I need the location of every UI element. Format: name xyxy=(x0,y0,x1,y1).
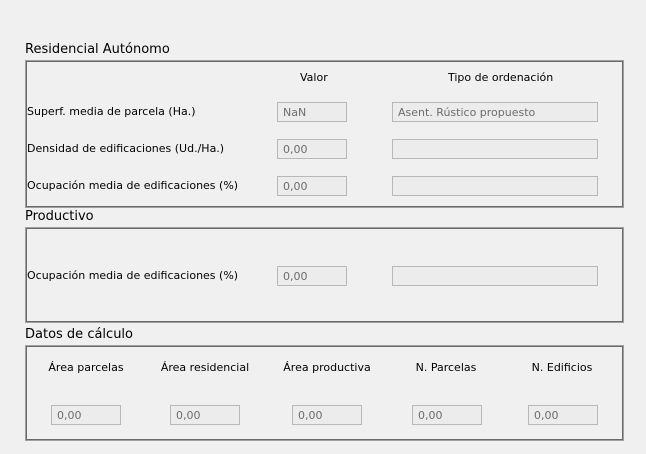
ocupacion-productivo-label: Ocupación media de edificaciones (%) xyxy=(27,269,239,282)
ocupacion-productivo-tipo-field[interactable] xyxy=(392,266,598,286)
ocupacion-productivo-field[interactable] xyxy=(277,266,347,286)
superficie-parcela-tipo-field[interactable] xyxy=(392,102,598,122)
area-residencial-field[interactable] xyxy=(170,405,240,425)
area-productiva-field[interactable] xyxy=(292,405,362,425)
n-parcelas-field[interactable] xyxy=(412,405,482,425)
area-productiva-label: Área productiva xyxy=(283,361,371,374)
area-residencial-label: Área residencial xyxy=(160,361,250,374)
productivo-section-title: Productivo xyxy=(25,209,94,224)
n-edificios-field[interactable] xyxy=(528,405,598,425)
area-parcelas-label: Área parcelas xyxy=(48,361,124,374)
densidad-edificaciones-label: Densidad de edificaciones (Ud./Ha.) xyxy=(27,142,225,155)
calculo-panel xyxy=(25,345,624,441)
ocupacion-residencial-field[interactable] xyxy=(277,176,347,196)
ocupacion-residencial-tipo-field[interactable] xyxy=(392,176,598,196)
superficie-parcela-field[interactable] xyxy=(277,102,347,122)
n-edificios-label: N. Edificios xyxy=(531,361,593,374)
area-parcelas-field[interactable] xyxy=(51,405,121,425)
calculo-section-title: Datos de cálculo xyxy=(25,327,133,342)
residencial-section-title: Residencial Autónomo xyxy=(25,42,170,57)
ocupacion-residencial-label: Ocupación media de edificaciones (%) xyxy=(27,179,239,192)
densidad-edificaciones-field[interactable] xyxy=(277,139,347,159)
densidad-edificaciones-tipo-field[interactable] xyxy=(392,139,598,159)
superficie-parcela-label: Superf. media de parcela (Ha.) xyxy=(27,105,196,118)
valor-column-header: Valor xyxy=(300,71,328,84)
tipo-ordenacion-column-header: Tipo de ordenación xyxy=(448,71,554,84)
n-parcelas-label: N. Parcelas xyxy=(415,361,477,374)
